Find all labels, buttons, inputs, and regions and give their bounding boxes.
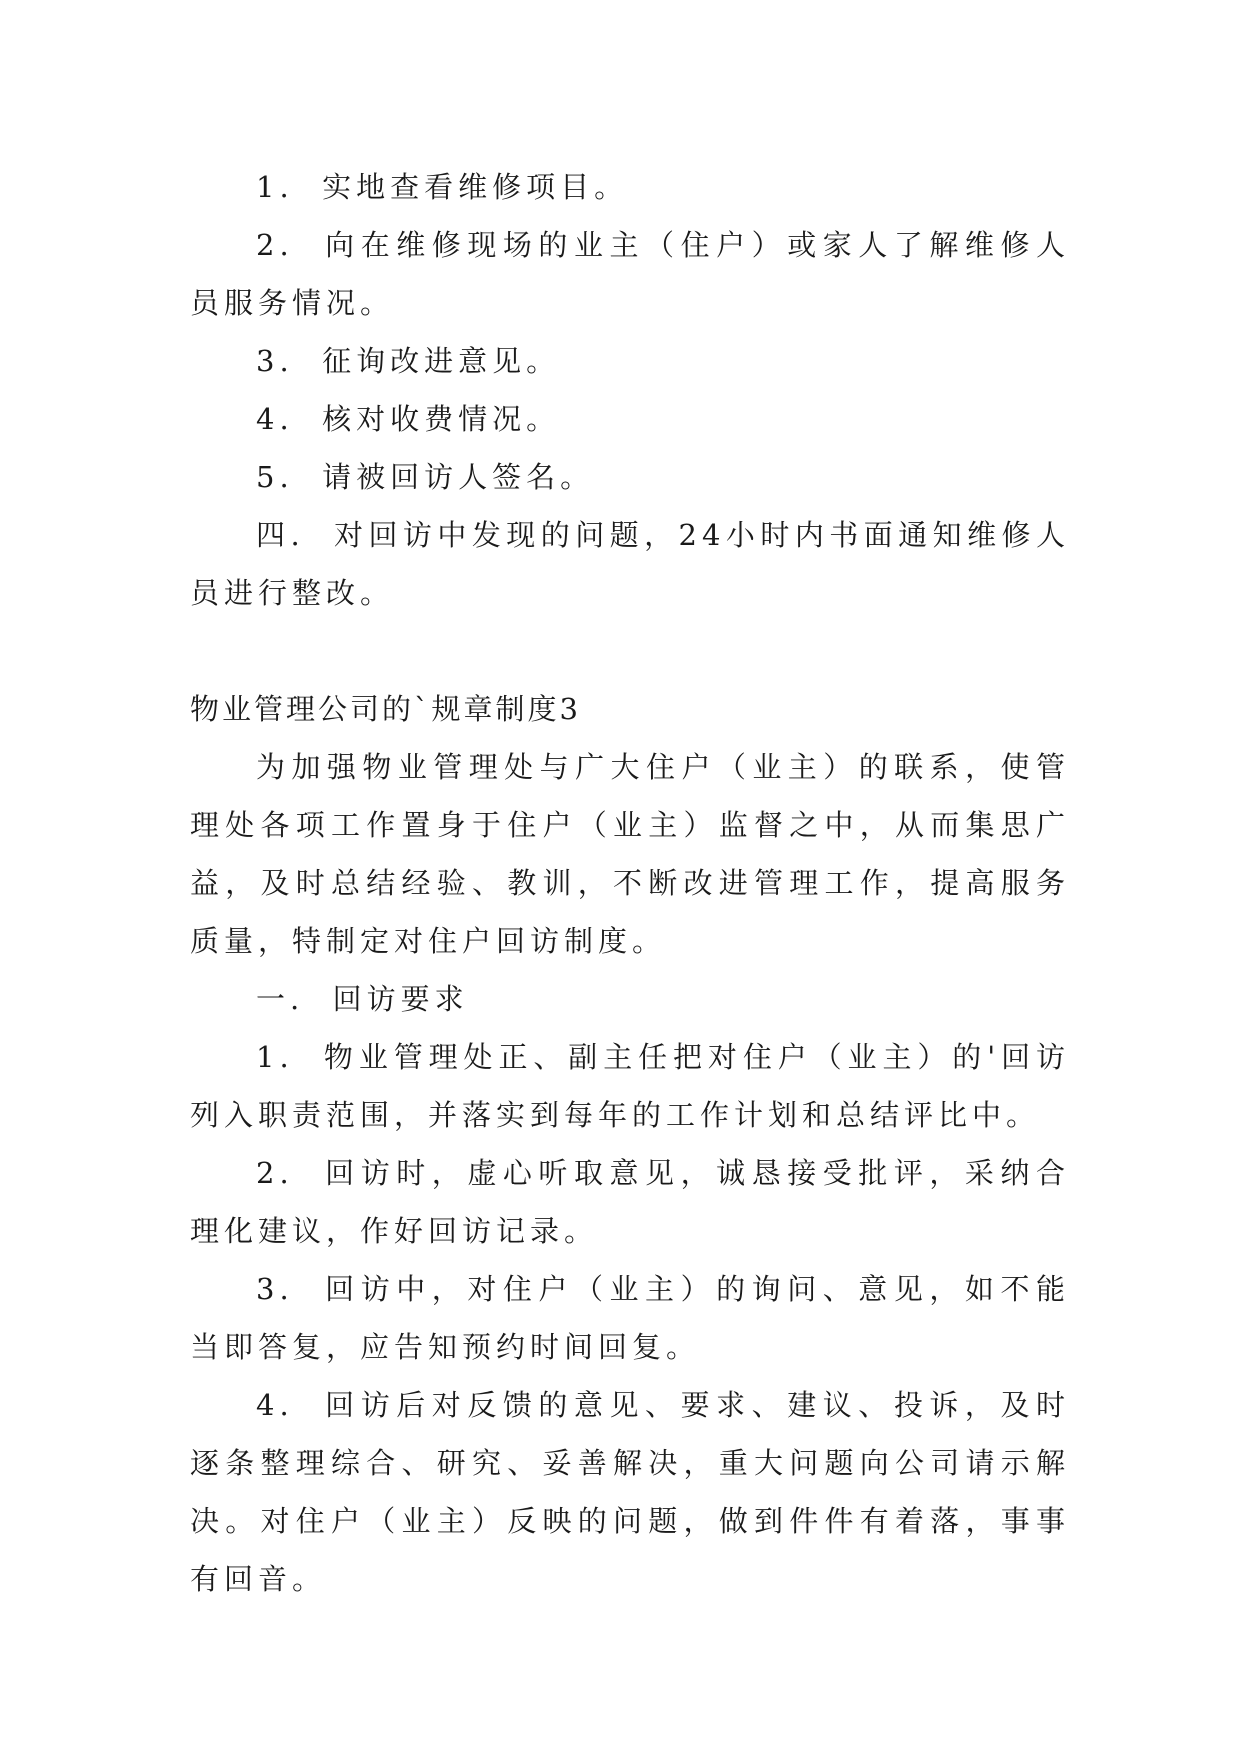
list-item-5: 5. 请被回访人签名。 — [256, 460, 595, 494]
subheading: 一. 回访要求 — [256, 982, 469, 1016]
requirement-item-3: 3. 回访中，对住户（业主）的询问、意见，如不能当即答复，应告知预约时间回复。 — [190, 1272, 1070, 1364]
section-gap — [190, 622, 1070, 680]
document-page — [190, 158, 1070, 1608]
list-item-3: 3. 征询改进意见。 — [256, 344, 561, 378]
list-item-1: 1. 实地查看维修项目。 — [256, 170, 629, 204]
requirement-item-1: 1. 物业管理处正、副主任把对住户（业主）的'回访列入职责范围，并落实到每年的工作计划和总结评比中。 — [190, 1040, 1070, 1132]
requirement-item-2: 2. 回访时，虚心听取意见，诚恳接受批评，采纳合理化建议，作好回访记录。 — [190, 1156, 1070, 1248]
list-item-4: 4. 核对收费情况。 — [256, 402, 561, 436]
requirement-item-4: 4. 回访后对反馈的意见、要求、建议、投诉，及时逐条整理综合、研究、妥善解决，重大问题向公司请示解决。对住户（业主）反映的问题，做到件件有着落，事事有回音。 — [190, 1388, 1070, 1596]
intro-paragraph: 为加强物业管理处与广大住户（业主）的联系，使管理处各项工作置身于住户（业主）监督之中，从而集思广益，及时总结经验、教训，不断改进管理工作，提高服务质量，特制定对住户回访制度。 — [190, 750, 1070, 958]
clause-four: 四. 对回访中发现的问题，24小时内书面通知维修人员进行整改。 — [190, 518, 1070, 610]
list-item-2: 2. 向在维修现场的业主（住户）或家人了解维修人员服务情况。 — [190, 228, 1070, 320]
section-title: 物业管理公司的`规章制度3 — [190, 692, 581, 726]
